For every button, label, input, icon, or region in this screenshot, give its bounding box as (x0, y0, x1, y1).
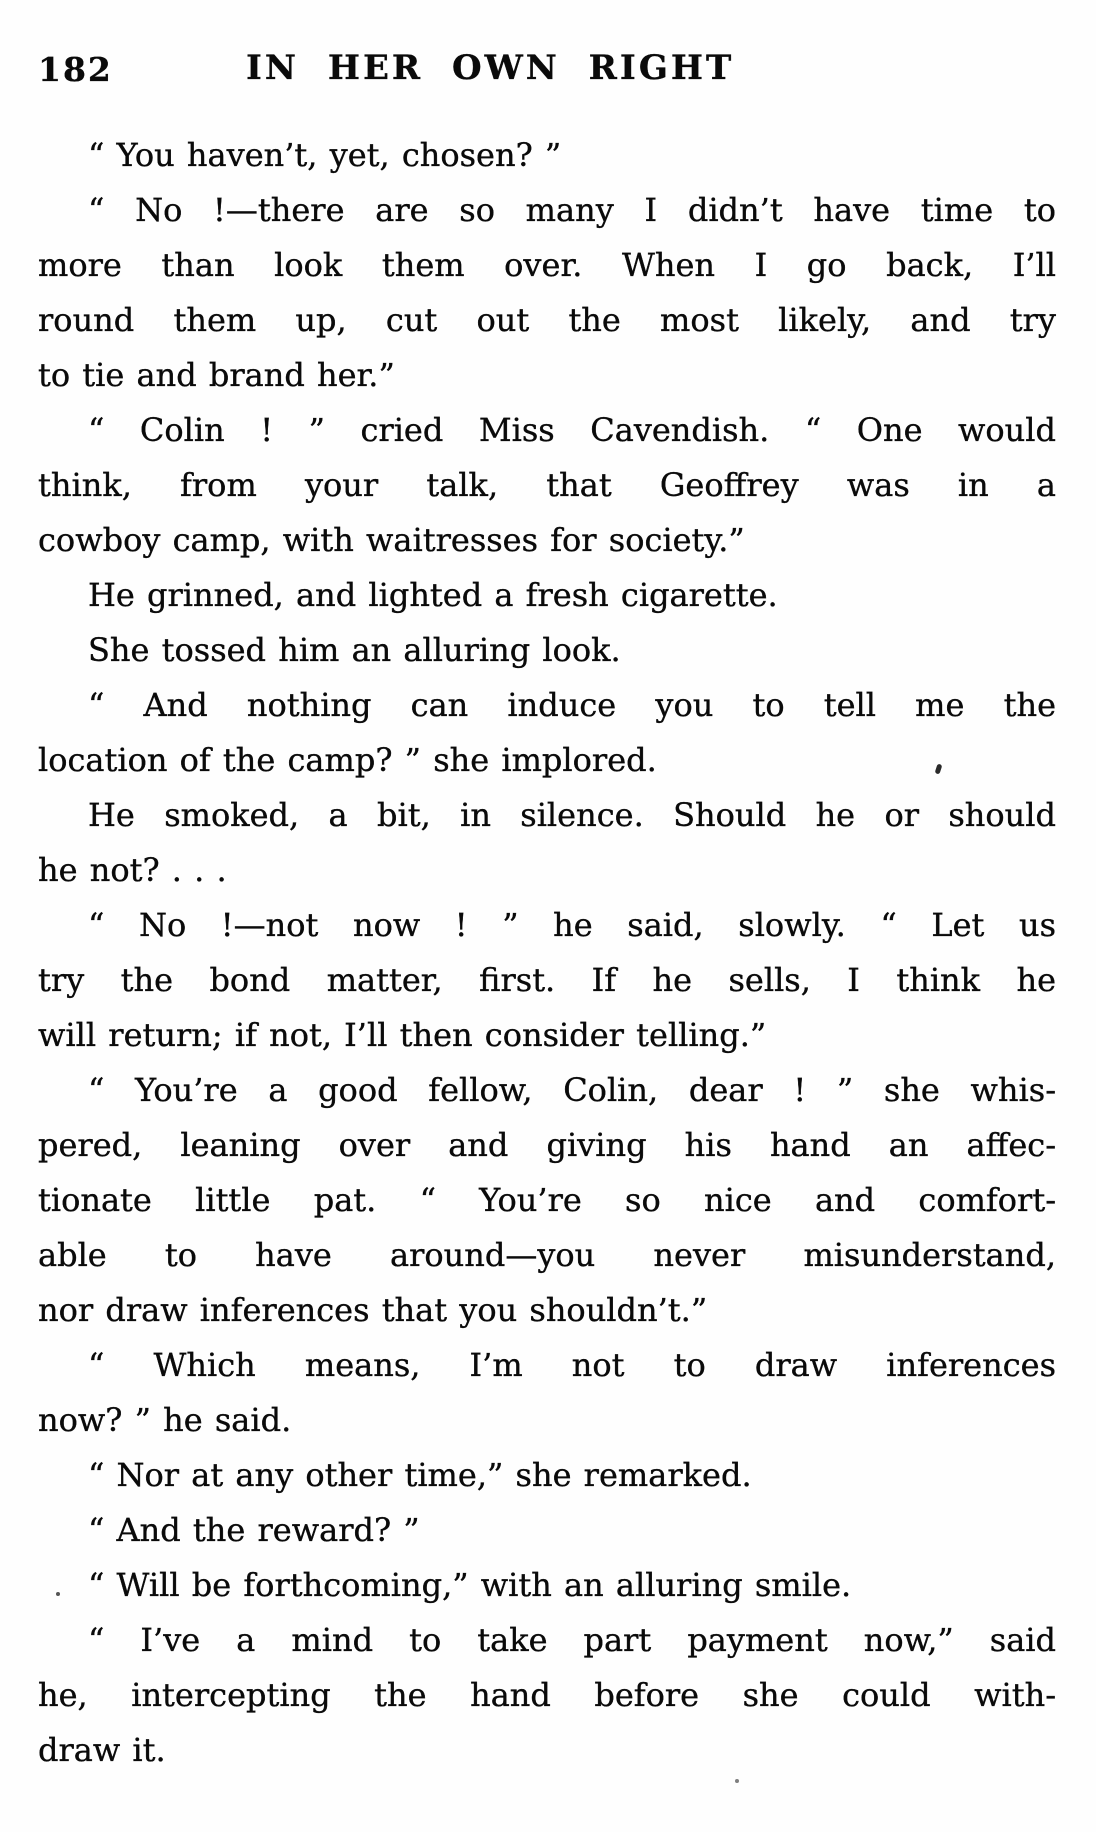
text-line: “ You haven’t, yet, chosen? ” (88, 136, 562, 174)
scan-artifact (56, 1592, 60, 1596)
text-line: think, from your talk, that Geoffrey was in a (38, 466, 1056, 504)
text-line: to tie and brand her.” (38, 356, 395, 394)
text-line: will return; if not, I’ll then consider telling.” (38, 1016, 767, 1054)
text-line: “ And the reward? ” (88, 1511, 420, 1549)
text-line: try the bond matter, first. If he sells, I think he (38, 961, 1056, 999)
text-line: round them up, cut out the most likely, and try (38, 301, 1056, 339)
text-line: now? ” he said. (38, 1401, 292, 1439)
text-line: he not? . . . (38, 851, 227, 889)
text-line: nor draw inferences that you shouldn’t.” (38, 1291, 708, 1329)
text-line: “ I’ve a mind to take part payment now,” said (88, 1621, 1056, 1659)
text-line: able to have around—you never misunderstand, (38, 1236, 1056, 1274)
text-line: location of the camp? ” she implored. (38, 741, 657, 779)
text-line: She tossed him an alluring look. (88, 631, 621, 669)
scan-artifact (735, 1779, 739, 1783)
page-header (38, 46, 1056, 90)
text-line: tionate little pat. “ You’re so nice and comfort- (38, 1181, 1056, 1219)
text-line: he, intercepting the hand before she could with- (38, 1676, 1056, 1714)
text-line: cowboy camp, with waitresses for society.” (38, 521, 745, 559)
text-line: “ No !—there are so many I didn’t have time to (88, 191, 1056, 229)
text-line: “ No !—not now ! ” he said, slowly. “ Let us (88, 906, 1056, 944)
text-block (38, 128, 1056, 1778)
text-line: “ Will be forthcoming,” with an alluring smile. (88, 1566, 852, 1604)
text-line: He smoked, a bit, in silence. Should he or should (88, 796, 1056, 834)
text-line: He grinned, and lighted a fresh cigarette. (88, 576, 778, 614)
text-line: “ And nothing can induce you to tell me the (88, 686, 1056, 724)
page-number: 182 (38, 50, 113, 89)
text-line: “ Nor at any other time,” she remarked. (88, 1456, 752, 1494)
text-line: “ Colin ! ” cried Miss Cavendish. “ One would (88, 411, 1056, 449)
text-line: pered, leaning over and giving his hand an affec- (38, 1126, 1056, 1164)
text-line: more than look them over. When I go back, I’ll (38, 246, 1056, 284)
text-line: “ You’re a good fellow, Colin, dear ! ” she whis- (88, 1071, 1056, 1109)
text-line: draw it. (38, 1731, 166, 1769)
text-line: “ Which means, I’m not to draw inferences (88, 1346, 1056, 1384)
header-title: IN HER OWN RIGHT (246, 48, 735, 88)
